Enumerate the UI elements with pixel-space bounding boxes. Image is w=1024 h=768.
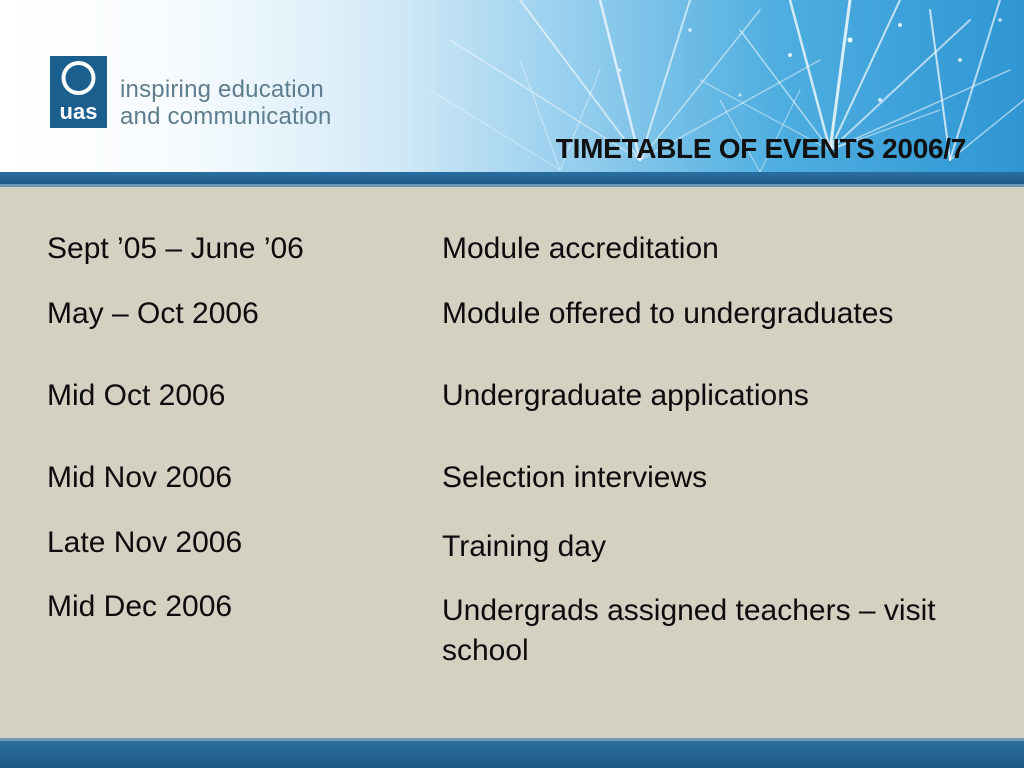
timetable-date: Mid Nov 2006 [47,461,233,494]
timetable-event: Module accreditation [442,232,719,265]
timetable-date: Mid Dec 2006 [47,590,233,623]
footer-bar [0,741,1024,768]
timetable-event: Selection interviews [442,461,708,494]
timetable-date: Late Nov 2006 [47,526,243,559]
logo-tagline-line-2: and communication [120,103,332,130]
timetable-date: May – Oct 2006 [47,297,259,330]
slide-title: TIMETABLE OF EVENTS 2006/7 [555,133,966,164]
timetable-event: Module offered to undergraduates [442,297,894,330]
timetable-date: Sept ’05 – June ’06 [47,232,304,265]
timetable-event: Training day [442,530,606,563]
timetable-event: Undergrads assigned teachers – visit school [442,594,936,667]
logo-mark-text: uas [59,99,98,124]
timetable-date: Mid Oct 2006 [47,379,226,412]
logo-tagline-line-1: inspiring education [120,76,324,103]
timetable-event: Undergraduate applications [442,379,809,412]
